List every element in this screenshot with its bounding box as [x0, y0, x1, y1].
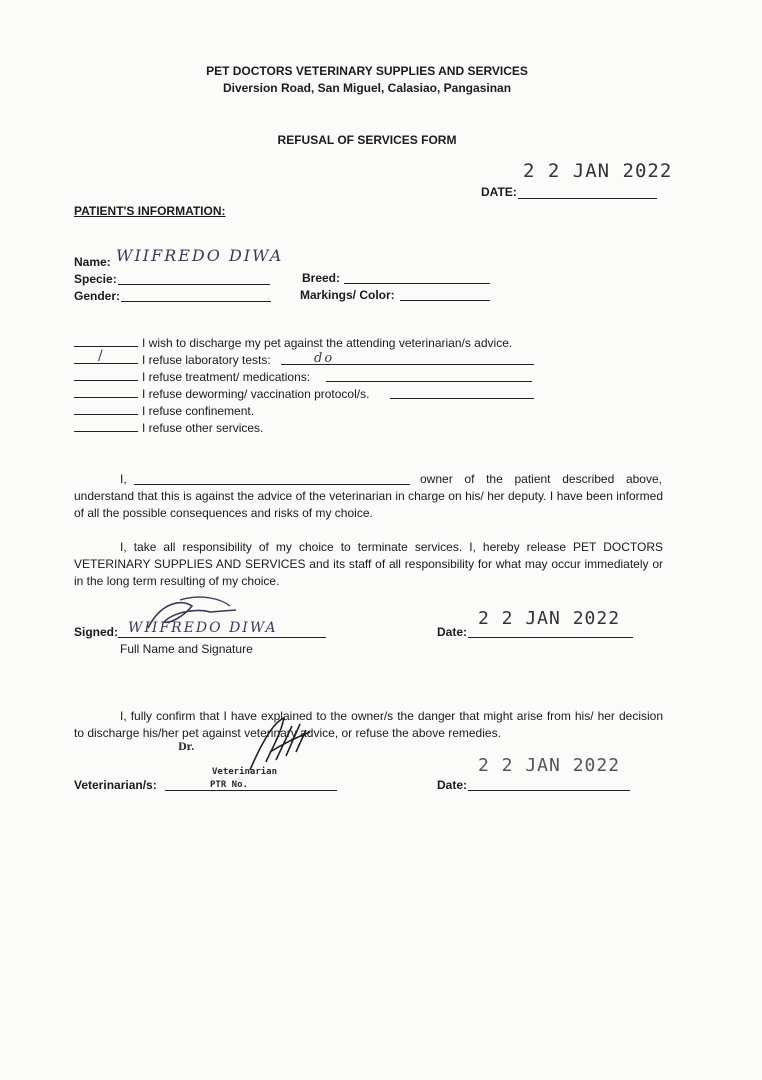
option-lab-tests: [74, 348, 544, 370]
option-label: I refuse other services.: [142, 421, 264, 435]
vet-date-stamp: 2 2 JAN 2022: [478, 755, 621, 776]
option-confinement: [74, 404, 544, 421]
markings-label: Markings/ Color:: [300, 288, 395, 302]
statement-line2: understand that this is against the advice of the veterinarian in charge on his/ her deputy. I have been informed of all the possible consequences and risks of my choice.: [74, 489, 663, 520]
owner-signed-name: WIIFREDO DIWA: [128, 620, 278, 636]
refusal-options: [74, 336, 544, 438]
option-checkbox-line[interactable]: [74, 348, 138, 364]
signed-label: Signed:: [74, 625, 118, 639]
option-discharge: [74, 336, 544, 353]
gender-field[interactable]: [121, 301, 271, 302]
top-date-label: DATE:: [481, 185, 517, 199]
top-date-line[interactable]: [518, 198, 657, 199]
patient-section-title: PATIENT'S INFORMATION:: [74, 204, 226, 218]
option-checkbox-line[interactable]: [74, 336, 138, 347]
gender-label: Gender:: [74, 289, 121, 303]
vet-date-label: Date:: [437, 778, 468, 792]
option-checkbox-line[interactable]: [74, 404, 138, 415]
vet-stamp-name: Dr.: [178, 742, 195, 753]
option-label: I refuse confinement.: [142, 404, 255, 418]
option-checkbox-line[interactable]: [74, 421, 138, 432]
deworming-field[interactable]: [390, 398, 534, 399]
vet-signature-line[interactable]: [165, 790, 337, 791]
option-treatment: [74, 370, 544, 387]
option-checkbox-line[interactable]: [74, 387, 138, 398]
option-checkbox-line[interactable]: [74, 370, 138, 381]
option-label: I wish to discharge my pet against the attending veterinarian/s advice.: [142, 336, 513, 350]
vet-stamp-title: Veterinarian: [212, 767, 278, 777]
vet-paragraph: I, fully confirm that I have explained to the owner/s the danger that might arise from his/ her decision to discharge his/her pet against veterinary advice, or refuse the above remedies.: [74, 709, 663, 740]
breed-label: Breed:: [302, 271, 341, 285]
form-title: REFUSAL OF SERVICES FORM: [277, 133, 457, 147]
company-address: Diversion Road, San Miguel, Calasiao, Pangasinan: [222, 81, 512, 95]
name-handwritten: WIIFREDO DIWA: [116, 246, 284, 265]
signature-caption: Full Name and Signature: [120, 642, 253, 656]
company-name: PET DOCTORS VETERINARY SUPPLIES AND SERVICES: [206, 64, 528, 78]
name-label: Name:: [74, 255, 111, 269]
lab-tests-handwritten: do: [314, 351, 335, 366]
treatment-field[interactable]: [326, 381, 532, 382]
statement-para2: I, take all responsibility of my choice to terminate services. I, hereby release PET DOCTORS VETERINARY SUPPLIES AND SERVICES and its staff of all responsibility for what may occur immediately or in the long term resulting of my choice.: [74, 540, 663, 588]
specie-label: Specie:: [74, 272, 117, 286]
option-deworming: [74, 387, 544, 404]
vet-date-line[interactable]: [468, 790, 630, 791]
option-label: I refuse laboratory tests:: [142, 353, 271, 367]
vet-signature-icon: [240, 712, 320, 776]
option-other: [74, 421, 544, 438]
specie-field[interactable]: [118, 284, 270, 285]
breed-field[interactable]: [344, 283, 490, 284]
statement-i: I,: [120, 472, 127, 486]
owner-date-label: Date:: [437, 625, 468, 639]
vet-label: Veterinarian/s:: [74, 778, 157, 792]
top-date-stamp: 2 2 JAN 2022: [523, 160, 673, 182]
option-label: I refuse treatment/ medications:: [142, 370, 311, 384]
vet-stamp-ptr: PTR No.: [210, 780, 248, 790]
markings-field[interactable]: [400, 300, 490, 301]
option-label: I refuse deworming/ vaccination protocol/s.: [142, 387, 370, 401]
check-mark: /: [98, 348, 105, 364]
owner-signature-line[interactable]: [118, 637, 326, 638]
owner-date-line[interactable]: [468, 637, 633, 638]
owner-date-stamp: 2 2 JAN 2022: [478, 608, 621, 629]
statement-owner-text: owner of the patient described above,: [420, 472, 662, 486]
owner-name-field[interactable]: [134, 484, 410, 485]
